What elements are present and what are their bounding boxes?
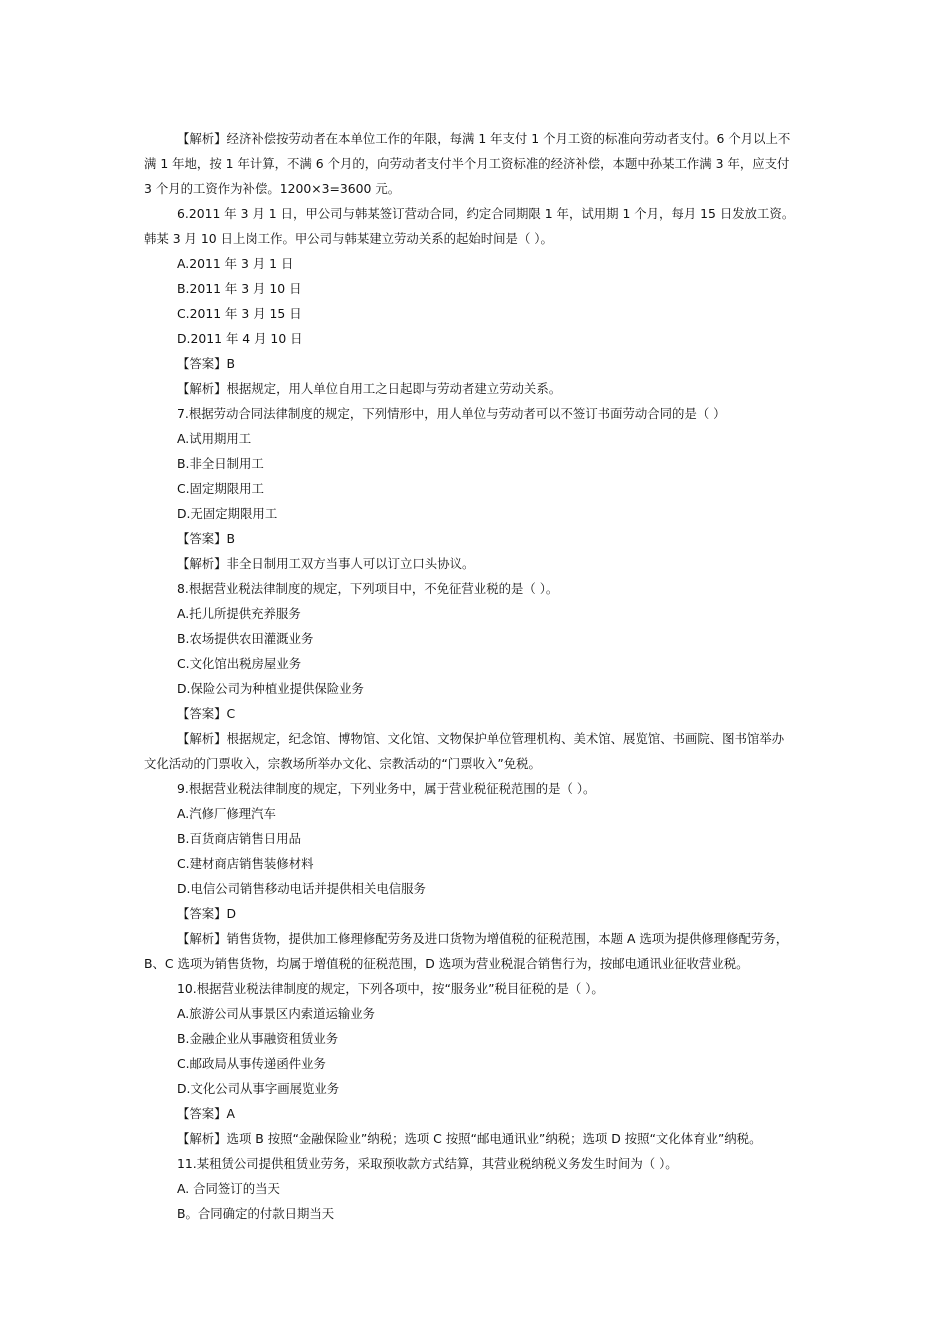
text-line: 韩某 3 月 10 日上岗工作。甲公司与韩某建立劳动关系的起始时间是（ ）。 <box>144 231 553 246</box>
text-line: B.2011 年 3 月 10 日 <box>177 281 302 296</box>
text-line: 【答案】D <box>177 906 237 921</box>
text-line: B.百货商店销售日用品 <box>177 831 301 846</box>
text-line: 【答案】C <box>177 706 236 721</box>
text-line: 【解析】经济补偿按劳动者在本单位工作的年限，每满 1 年支付 1 个月工资的标准向劳动者支付。6 个月以上不 <box>177 131 791 146</box>
text-line: 11.某租赁公司提供租赁业劳务，采取预收款方式结算，其营业税纳税义务发生时间为（ ）。 <box>177 1156 678 1171</box>
text-line: 【解析】非全日制用工双方当事人可以订立口头协议。 <box>177 556 475 571</box>
text-line: 【答案】B <box>177 531 236 546</box>
text-line: A.汽修厂修理汽车 <box>177 806 276 821</box>
text-line: 【解析】根据规定，纪念馆、博物馆、文化馆、文物保护单位管理机构、美术馆、展览馆、书画院、图书馆举办 <box>177 731 785 746</box>
text-line: A.2011 年 3 月 1 日 <box>177 256 294 271</box>
text-line: B.非全日制用工 <box>177 456 264 471</box>
text-line: 【答案】B <box>177 356 236 371</box>
text-line: B.农场提供农田灌溉业务 <box>177 631 314 646</box>
text-line: D.2011 年 4 月 10 日 <box>177 331 303 346</box>
text-line: 【解析】根据规定，用人单位自用工之日起即与劳动者建立劳动关系。 <box>177 381 562 396</box>
text-line: A.托儿所提供充养服务 <box>177 606 301 621</box>
text-line: 【答案】A <box>177 1106 236 1121</box>
text-line: B。合同确定的付款日期当天 <box>177 1206 335 1221</box>
text-line: A. 合同签订的当天 <box>177 1181 280 1196</box>
text-line: D.电信公司销售移动电话并提供相关电信服务 <box>177 881 426 896</box>
text-line: C.固定期限用工 <box>177 481 264 496</box>
text-line: C.邮政局从事传递函件业务 <box>177 1056 326 1071</box>
text-line: 【解析】销售货物，提供加工修理修配劳务及进口货物为增值税的征税范围，本题 A 选项为提供修理修配劳务， <box>177 931 789 946</box>
text-line: 【解析】选项 B 按照“金融保险业”纳税；选项 C 按照“邮电通讯业”纳税；选项 D 按照“文化体育业”纳税。 <box>177 1131 762 1146</box>
text-line: 3 个月的工资作为补偿。1200×3=3600 元。 <box>144 181 401 196</box>
text-line: A.试用期用工 <box>177 431 252 446</box>
text-line: 满 1 年地，按 1 年计算，不满 6 个月的，向劳动者支付半个月工资标准的经济补偿，本题中孙某工作满 3 年，应支付 <box>144 156 790 171</box>
text-line: 6.2011 年 3 月 1 日，甲公司与韩某签订营动合同，约定合同期限 1 年，试用期 1 个月，每月 15 日发放工资。 <box>177 206 795 221</box>
document-body <box>144 126 812 1226</box>
text-line: 9.根据营业税法律制度的规定，下列业务中，属于营业税征税范围的是（ ）。 <box>177 781 596 796</box>
text-line: 文化活动的门票收入，宗教场所举办文化、宗教活动的“门票收入”免税。 <box>144 756 541 771</box>
text-line: D.保险公司为种植业提供保险业务 <box>177 681 364 696</box>
text-line: B.金融企业从事融资租赁业务 <box>177 1031 339 1046</box>
text-line: C.建材商店销售装修材料 <box>177 856 314 871</box>
text-line: B、C 选项为销售货物，均属于增值税的征税范围，D 选项为营业税混合销售行为，按邮电通讯业征收营业税。 <box>144 956 749 971</box>
text-line: D.文化公司从事字画展览业务 <box>177 1081 340 1096</box>
text-line: A.旅游公司从事景区内索道运输业务 <box>177 1006 376 1021</box>
text-line: C.文化馆出税房屋业务 <box>177 656 302 671</box>
text-line: C.2011 年 3 月 15 日 <box>177 306 302 321</box>
text-line: 7.根据劳动合同法律制度的规定，下列情形中，用人单位与劳动者可以不签订书面劳动合同的是（ ） <box>177 406 726 421</box>
text-line: 10.根据营业税法律制度的规定，下列各项中，按“服务业”税目征税的是（ ）。 <box>177 981 604 996</box>
text-line: D.无固定期限用工 <box>177 506 278 521</box>
text-line: 8.根据营业税法律制度的规定，下列项目中，不免征营业税的是（ ）。 <box>177 581 559 596</box>
